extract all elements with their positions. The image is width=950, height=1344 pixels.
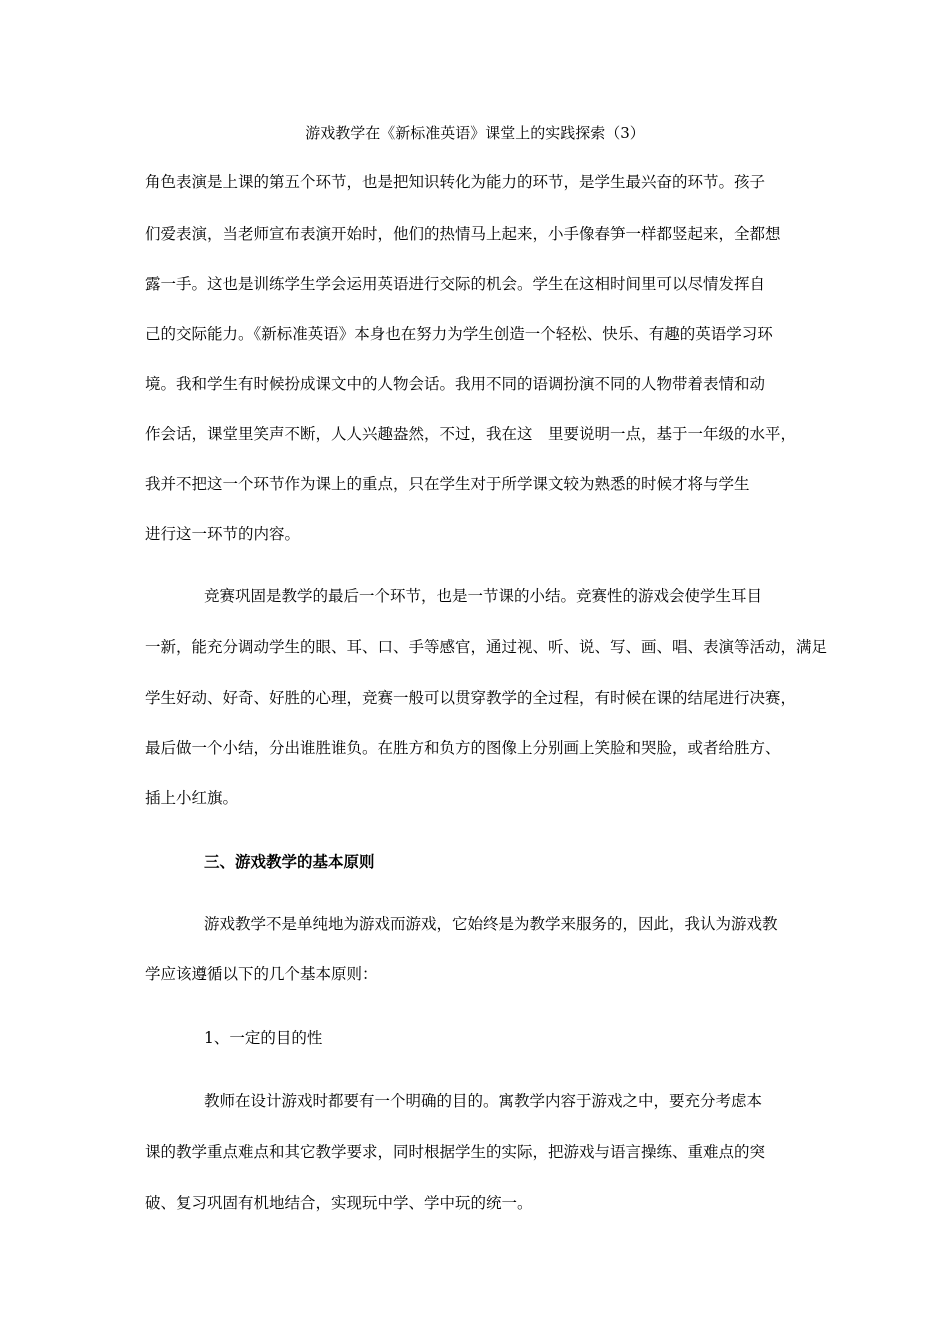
- p2-line-2: 一新，能充分调动学生的眼、耳、口、手等感官，通过视、听、说、写、画、唱、表演等活动，满足: [145, 638, 828, 656]
- p1-line-2: 们爱表演，当老师宣布表演开始时，他们的热情马上起来，小手像春笋一样都竖起来，全都想: [145, 225, 781, 243]
- section-heading: 三、游戏教学的基本原则: [204, 852, 375, 871]
- p2-line-1: 竞赛巩固是教学的最后一个环节，也是一节课的小结。竞赛性的游戏会使学生耳目: [204, 587, 763, 605]
- p1-line-7: 我并不把这一个环节作为课上的重点，只在学生对于所学课文较为熟悉的时候才将与学生: [145, 475, 750, 493]
- p2-line-4: 最后做一个小结，分出谁胜谁负。在胜方和负方的图像上分别画上笑脸和哭脸，或者给胜方、: [145, 739, 781, 757]
- p2-line-3: 学生好动、好奇、好胜的心理，竞赛一般可以贯穿教学的全过程，有时候在课的结尾进行决赛，: [145, 689, 797, 707]
- p1-line-4: 己的交际能力。《新标准英语》本身也在努力为学生创造一个轻松、快乐、有趣的英语学习环: [145, 325, 773, 343]
- p4-line-3: 破、复习巩固有机地结合，实现玩中学、学中玩的统一。: [145, 1194, 533, 1212]
- p1-line-5: 境。我和学生有时候扮成课文中的人物会话。我用不同的语调扮演不同的人物带着表情和动: [145, 375, 766, 393]
- p3-line-2: 学应该遵循以下的几个基本原则：: [145, 965, 378, 983]
- p1-line-6: 作会话，课堂里笑声不断，人人兴趣盎然，不过，我在这 里要说明一点，基于一年级的水平，: [145, 425, 797, 443]
- p1-line-8: 进行这一环节的内容。: [145, 525, 301, 543]
- doc-title: 游戏教学在《新标准英语》课堂上的实践探索（3）: [305, 124, 645, 142]
- p3-line-1: 游戏教学不是单纯地为游戏而游戏，它始终是为教学来服务的，因此，我认为游戏教: [204, 915, 778, 933]
- p2-line-5: 插上小红旗。: [145, 789, 239, 807]
- p1-line-3: 露一手。这也是训练学生学会运用英语进行交际的机会。学生在这相时间里可以尽情发挥自: [145, 275, 766, 293]
- p1-line-1: 角色表演是上课的第五个环节，也是把知识转化为能力的环节，是学生最兴奋的环节。孩子: [145, 173, 766, 191]
- p4-line-1: 教师在设计游戏时都要有一个明确的目的。寓教学内容于游戏之中，要充分考虑本: [204, 1092, 763, 1110]
- p4-line-2: 课的教学重点难点和其它教学要求，同时根据学生的实际，把游戏与语言操练、重难点的突: [145, 1143, 766, 1161]
- principle-item-1: 1、一定的目的性: [204, 1029, 323, 1047]
